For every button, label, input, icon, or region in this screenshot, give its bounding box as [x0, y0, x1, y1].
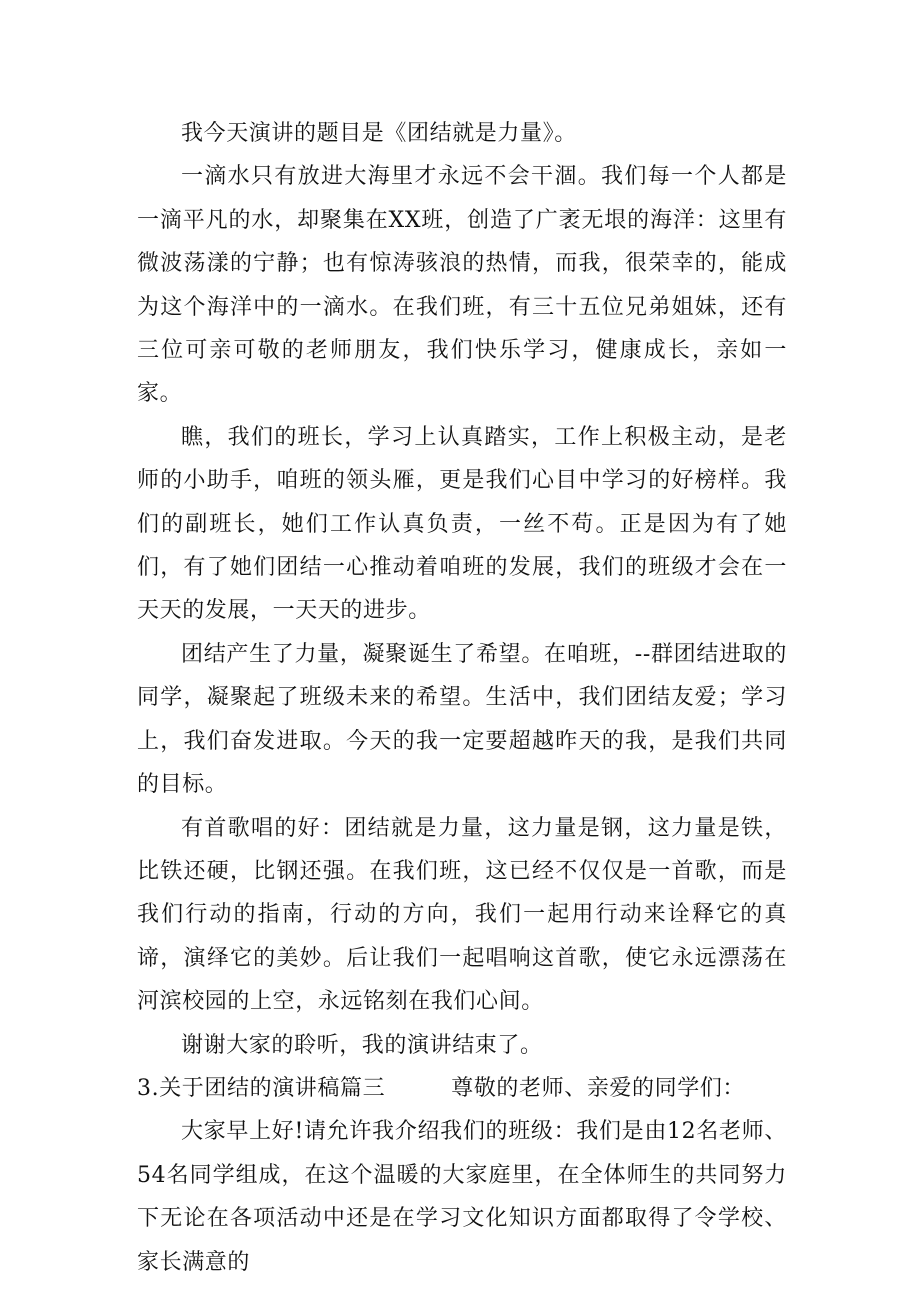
body-paragraph: 有首歌唱的好：团结就是力量，这力量是钢，这力量是铁，比铁还硬，比钢还强。在我们班，这已经不仅仅是一首歌，而是我们行动的指南，行动的方向，我们一起用行动来诠释它的真谛，演绎它的美妙。后让我们一起唱响这首歌，使它永远漂荡在河滨校园的上空，永远铭刻在我们心间。 — [137, 815, 787, 1015]
section-heading — [137, 1067, 787, 1110]
speech-title-paragraph: 我今天演讲的题目是《团结就是力量》。 — [181, 121, 577, 146]
section-greeting: 尊敬的老师、亲爱的同学们： — [451, 1075, 746, 1101]
body-paragraph: 团结产生了力量，凝聚诞生了希望。在咱班，--群团结进取的同学，凝聚起了班级未来的希望。生活中，我们团结友爱；学习上，我们奋发进取。今天的我一定要超越昨天的我，是我们共同的目标。 — [137, 641, 787, 798]
section-title: .关于团结的演讲稿篇三 — [151, 1075, 386, 1101]
body-paragraph: 瞧，我们的班长，学习上认真踏实，工作上积极主动，是老师的小助手，咱班的领头雁，更是我们心目中学习的好榜样。我们的副班长，她们工作认真负责，一丝不苟。正是因为有了她们，有了她们团结一心推动着咱班的发展，我们的班级才会在一天天的发展，一天天的进步。 — [137, 424, 787, 624]
body-paragraph: 大家早上好!请允许我介绍我们的班级：我们是由12名老师、54名同学组成，在这个温暖的大家庭里，在全体师生的共同努力下无论在各项活动中还是在学习文化知识方面都取得了令学校、家长满意的 — [137, 1119, 787, 1275]
section-number: 3 — [137, 1075, 152, 1101]
document-body — [137, 112, 787, 1284]
closing-paragraph: 谢谢大家的聆听，我的演讲结束了。 — [181, 1032, 543, 1058]
body-paragraph: 一滴水只有放进大海里才永远不会干涸。我们每一个人都是一滴平凡的水，却聚集在XX班，创造了广袤无垠的海洋：这里有微波荡漾的宁静；也有惊涛骇浪的热情，而我，很荣幸的，能成为这个海洋中的一滴水。在我们班，有三十五位兄弟姐妹，还有三位可亲可敬的老师朋友，我们快乐学习，健康成长，亲如一家。 — [137, 164, 787, 407]
